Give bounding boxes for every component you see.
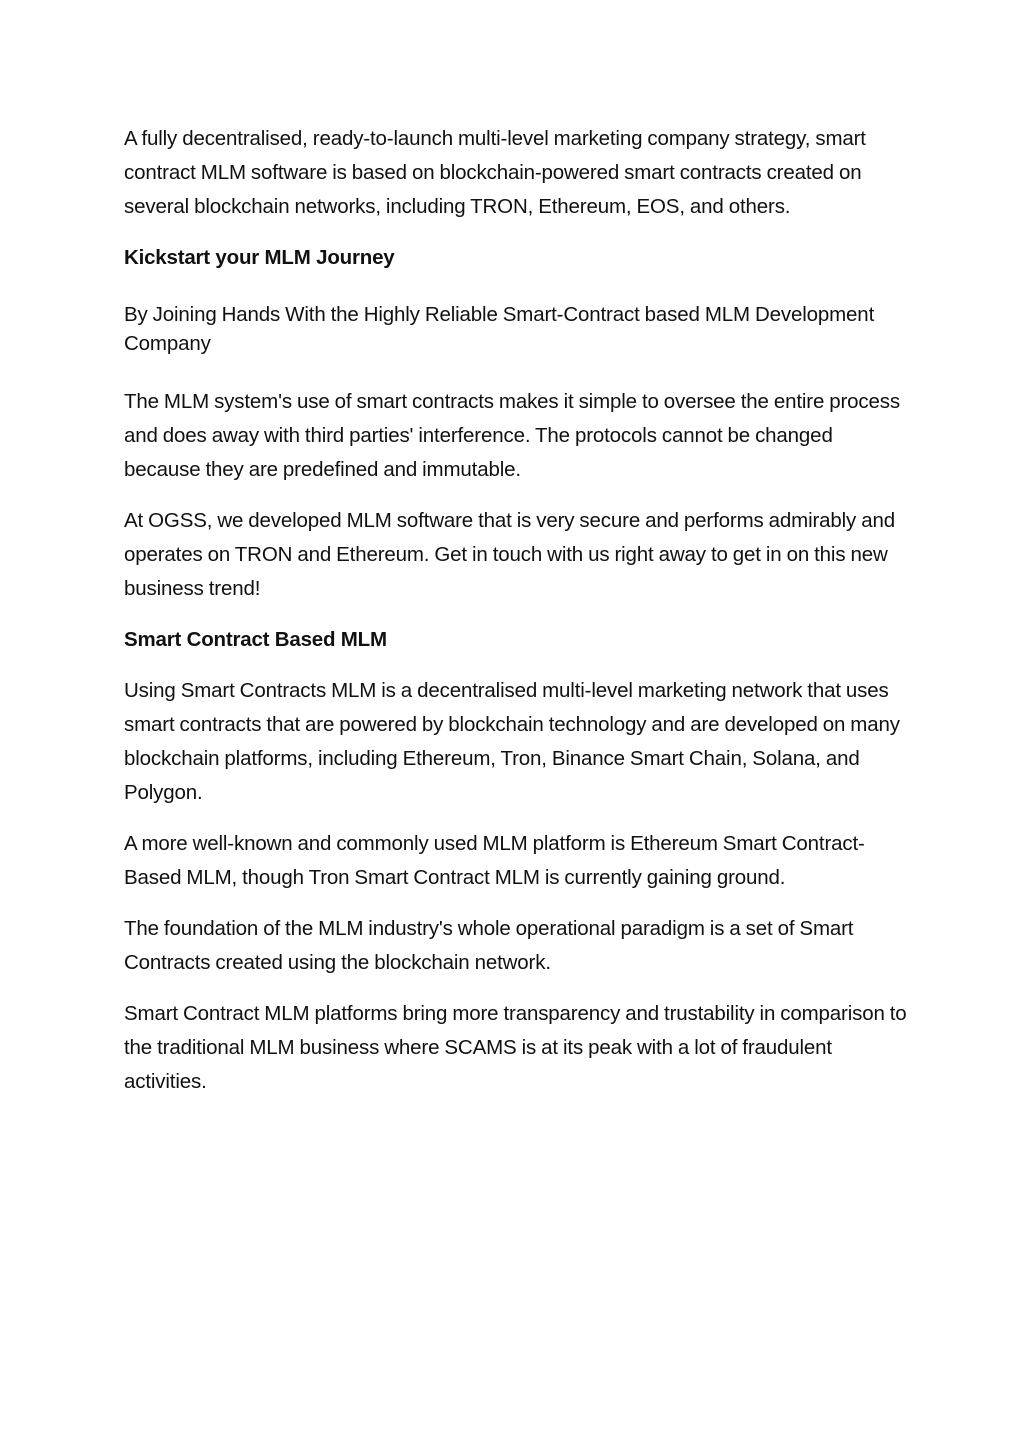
kickstart-heading: Kickstart your MLM Journey [124, 246, 395, 269]
kickstart-subheading: By Joining Hands With the Highly Reliable Smart-Contract based MLM Development Company [124, 303, 875, 355]
smart-contract-heading: Smart Contract Based MLM [124, 628, 387, 651]
ogss-paragraph: At OGSS, we developed MLM software that is very secure and performs admirably and operates on TRON and Ethereum. Get in touch with us right away to get in on this new business trend! [124, 509, 895, 600]
document-page [124, 122, 914, 1099]
mlm-system-paragraph: The MLM system's use of smart contracts makes it simple to oversee the entire process and does away with third parties' interference. The protocols cannot be changed because they are predefined and immutable. [124, 390, 900, 481]
foundation-paragraph: The foundation of the MLM industry's whole operational paradigm is a set of Smart Contracts created using the blockchain network. [124, 917, 854, 974]
using-smart-contracts-paragraph: Using Smart Contracts MLM is a decentralised multi-level marketing network that uses smart contracts that are powered by blockchain technology and are developed on many blockchain platforms, including Ethereum, Tron, Binance Smart Chain, Solana, and Polygon. [124, 679, 900, 804]
intro-paragraph: A fully decentralised, ready-to-launch multi-level marketing company strategy, smart contract MLM software is based on blockchain-powered smart contracts created on several blockchain networks, including TRON, Ethereum, EOS, and others. [124, 127, 866, 218]
transparency-paragraph: Smart Contract MLM platforms bring more transparency and trustability in comparison to the traditional MLM business where SCAMS is at its peak with a lot of fraudulent activities. [124, 1002, 907, 1093]
more-well-known-paragraph: A more well-known and commonly used MLM platform is Ethereum Smart Contract-Based MLM, though Tron Smart Contract MLM is currently gaining ground. [124, 832, 865, 889]
